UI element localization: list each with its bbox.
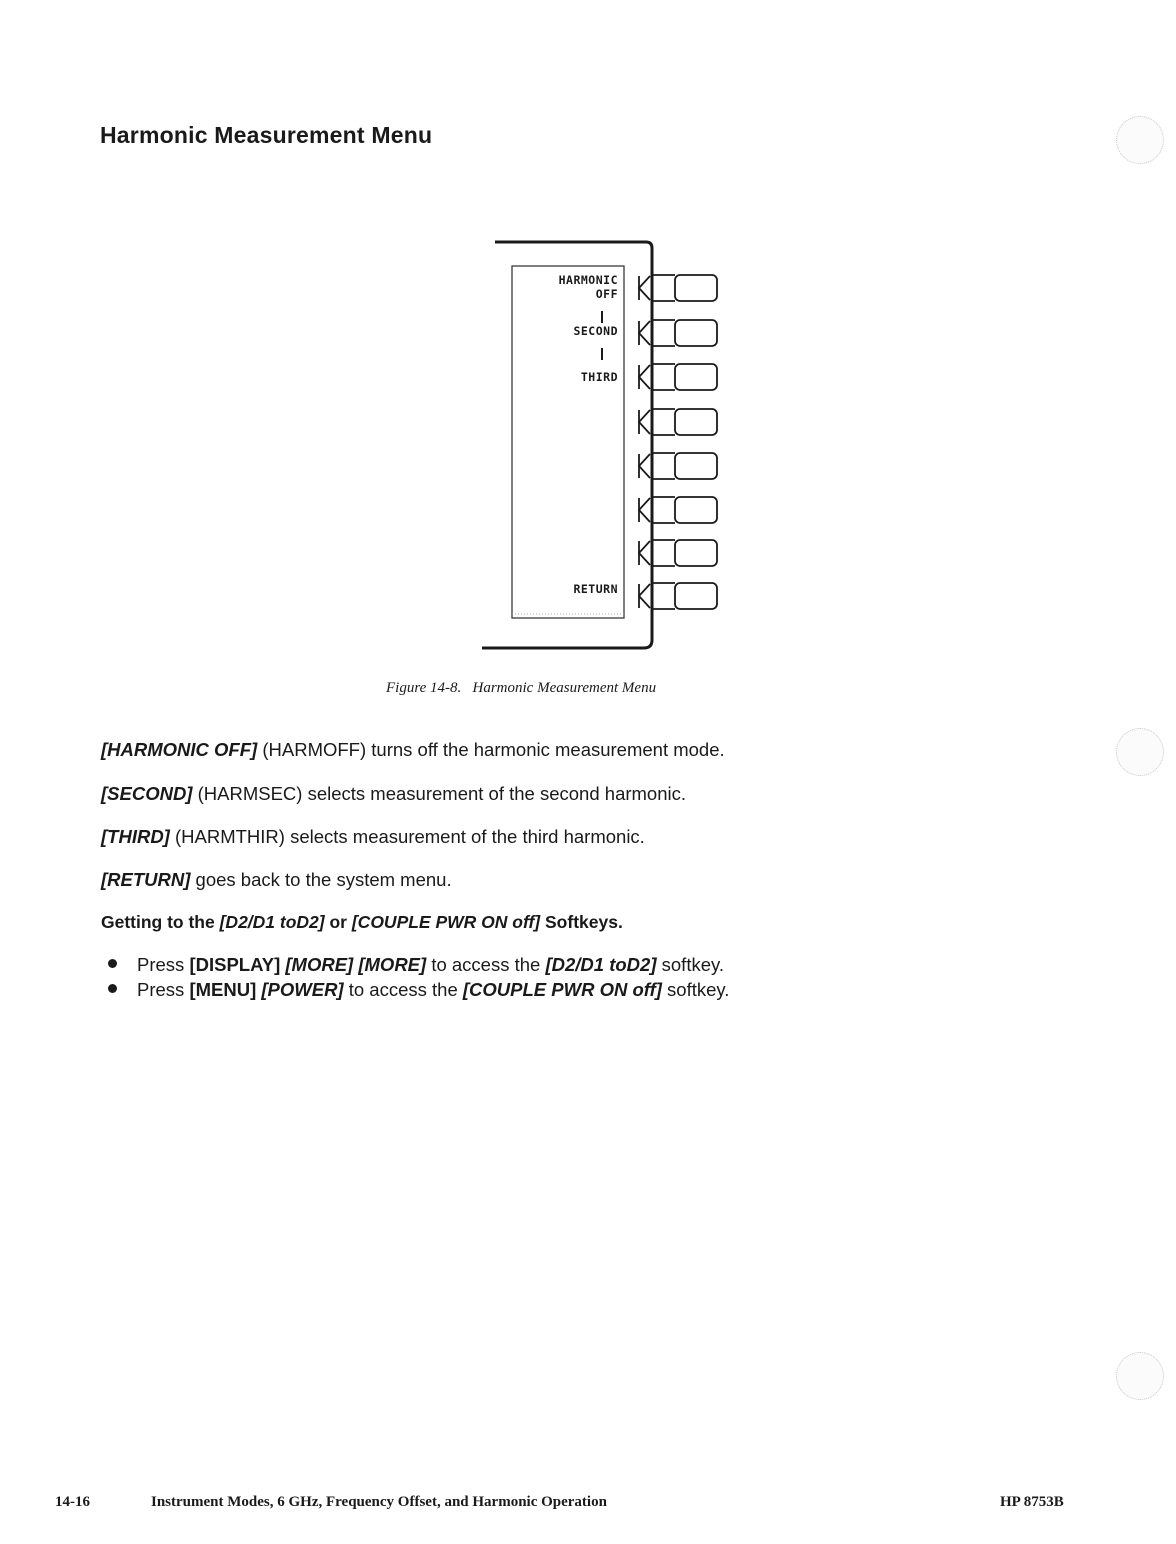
hardkey-name: [MENU]: [189, 979, 257, 1000]
menu-label-third: THIRD: [580, 370, 618, 384]
subheading-text: Getting to the: [101, 912, 220, 932]
description-second: [101, 783, 686, 805]
bullet-text: Press: [137, 979, 190, 1000]
bullet-text: softkey.: [661, 979, 730, 1000]
bullet-text: softkey.: [656, 954, 725, 975]
subheading: [101, 912, 623, 933]
description-return: [101, 869, 452, 891]
section-title: Harmonic Measurement Menu: [100, 122, 433, 148]
subheading-key: [D2/D1 toD2]: [219, 912, 325, 932]
footer-model: HP 8753B: [1000, 1494, 1064, 1510]
softkey-name: [HARMONIC OFF]: [101, 739, 258, 760]
description-text: goes back to the system menu.: [190, 869, 452, 890]
figure-caption: Figure 14-8. Harmonic Measurement Menu: [386, 680, 657, 696]
punch-hole-bottom: [1116, 1352, 1164, 1400]
bullet-item: [108, 954, 724, 976]
menu-separator: [601, 348, 603, 360]
footer-page-number: 14-16: [55, 1494, 90, 1510]
hardkey-name: [DISPLAY]: [189, 954, 281, 975]
softkey-name: [THIRD]: [101, 826, 170, 847]
menu-label-harmonic: HARMONIC: [558, 273, 618, 287]
subheading-key: [COUPLE PWR ON off]: [351, 912, 541, 932]
bullet-dot: [108, 984, 117, 993]
menu-label-off: OFF: [595, 287, 618, 301]
bullet-item: [108, 979, 729, 1001]
subheading-text: Softkeys.: [540, 912, 623, 932]
softkey-name: [RETURN]: [101, 869, 191, 890]
description-text: (HARMTHIR) selects measurement of the third harmonic.: [169, 826, 645, 847]
punch-hole-middle: [1116, 728, 1164, 776]
softkey-name: [COUPLE PWR ON off]: [462, 979, 662, 1000]
menu-separator: [601, 311, 603, 323]
menu-label-second: SECOND: [573, 324, 618, 338]
softkey-name: [SECOND]: [101, 783, 193, 804]
bullet-text: to access the: [426, 954, 546, 975]
subheading-text: or: [324, 912, 352, 932]
bullet-text: Press: [137, 954, 190, 975]
description-harmonic-off: [101, 739, 725, 761]
footer-chapter-title: Instrument Modes, 6 GHz, Frequency Offset, and Harmonic Operation: [151, 1494, 607, 1510]
description-third: [101, 826, 645, 848]
bullet-text: to access the: [343, 979, 463, 1000]
punch-hole-top: [1116, 116, 1164, 164]
softkey-name: [MORE]: [285, 954, 354, 975]
softkey-menu-diagram: [470, 230, 760, 660]
softkey-name: [POWER]: [261, 979, 344, 1000]
description-text: (HARMSEC) selects measurement of the second harmonic.: [192, 783, 687, 804]
menu-label-return: RETURN: [573, 582, 618, 596]
softkey-name: [D2/D1 toD2]: [545, 954, 657, 975]
description-text: (HARMOFF) turns off the harmonic measurement mode.: [257, 739, 725, 760]
bullet-dot: [108, 959, 117, 968]
softkey-name: [MORE]: [358, 954, 427, 975]
